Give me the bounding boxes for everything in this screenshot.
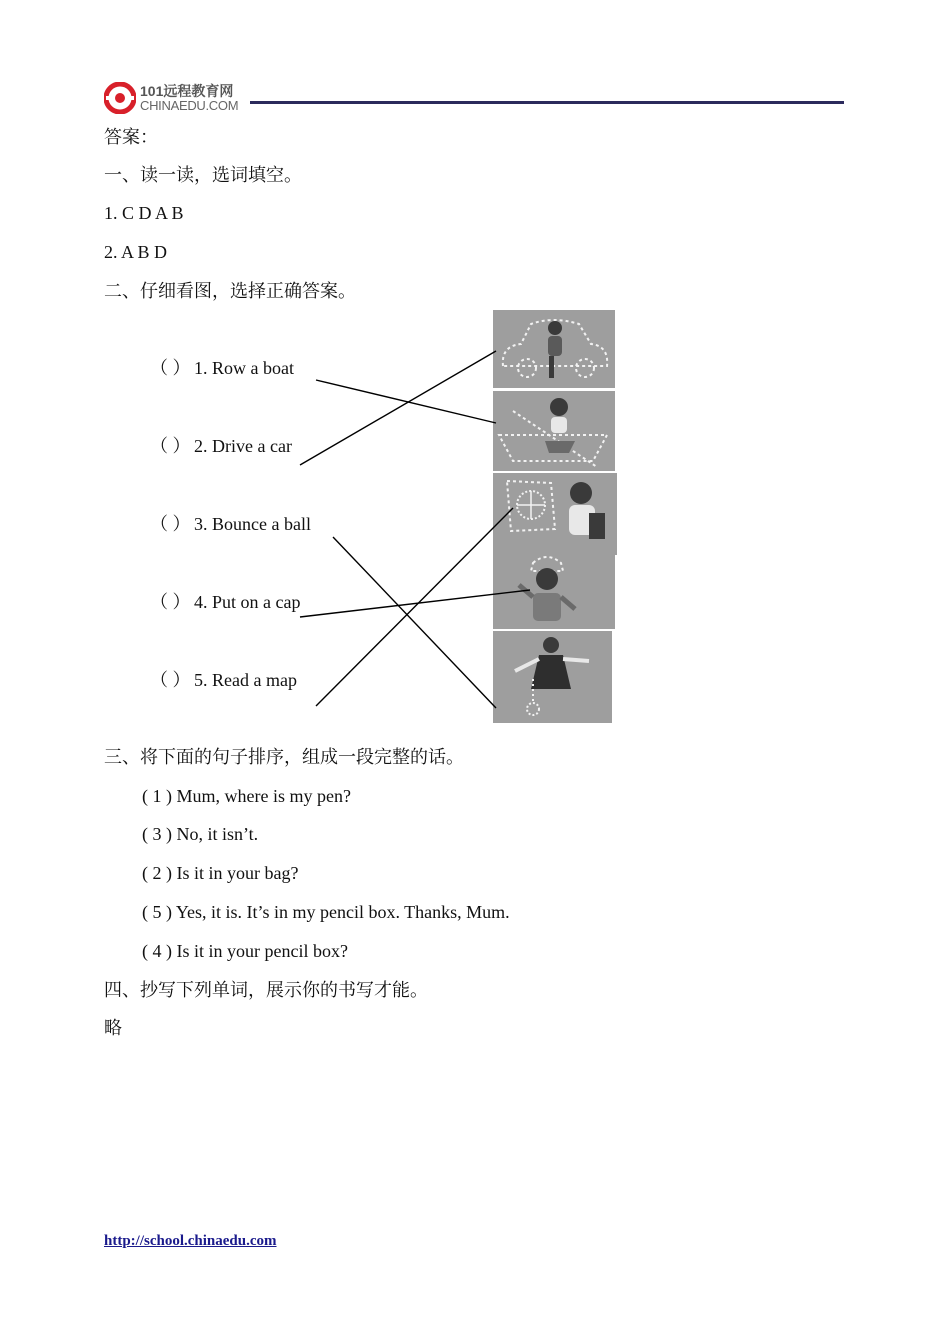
section2-title: 二、仔细看图，选择正确答案。 [104,281,356,301]
match-item-5 [150,669,297,691]
match-item-text: 2. Drive a car [194,436,292,456]
match-item-3 [150,513,311,535]
match-item-text: 4. Put on a cap [194,592,301,612]
header-divider [250,101,844,104]
match-item-text: 5. Read a map [194,670,297,690]
match-item-4 [150,591,300,613]
section1-answer-1: 1. C D A B [104,203,184,223]
match-line-1 [316,380,496,423]
section4-answer: 略 [104,1018,122,1038]
101-logo-icon [104,82,136,114]
match-line-3 [333,537,496,708]
match-item-1 [150,357,294,379]
match-item-text: 3. Bounce a ball [194,514,311,534]
section1-title: 一、读一读，选词填空。 [104,165,302,185]
boat-picture [493,391,615,471]
sentence-line-4: ( 5 ) Yes, it is. It’s in my pencil box. Thanks, Mum. [142,902,510,922]
section1-answer-2: 2. A B D [104,242,168,262]
match-item-2 [150,435,292,457]
map-picture [493,473,617,555]
footer-link[interactable]: http://school.chinaedu.com [104,1233,277,1249]
match-item-text: 1. Row a boat [194,358,294,378]
match-line-2 [300,351,496,465]
sentence-line-3: ( 2 ) Is it in your bag? [142,863,299,883]
logo-text-cn: 101远程教育网 [140,83,234,99]
map-illustration-icon [493,473,617,555]
boat-illustration-icon [493,391,615,471]
sentence-line-1: ( 1 ) Mum, where is my pen? [142,786,351,806]
ball-illustration-icon [493,631,612,723]
section4-title: 四、抄写下列单词，展示你的书写才能。 [104,980,428,1000]
car-illustration-icon [493,310,615,388]
logo-text-domain: CHINAEDU.COM [140,98,239,113]
answer-bracket: （ ） [150,436,191,456]
site-logo [104,80,254,116]
sentence-line-5: ( 4 ) Is it in your pencil box? [142,941,348,961]
answer-bracket: （ ） [150,670,191,690]
cap-illustration-icon [493,555,615,629]
section3-title: 三、将下面的句子排序，组成一段完整的话。 [104,747,464,767]
answers-title: 答案： [104,127,158,147]
sentence-line-2: ( 3 ) No, it isn’t. [142,824,259,844]
match-line-5 [316,508,513,706]
answer-bracket: （ ） [150,592,191,612]
ball-picture [493,631,612,723]
answer-bracket: （ ） [150,358,191,378]
car-picture [493,310,615,388]
cap-picture [493,555,615,629]
answer-bracket: （ ） [150,514,191,534]
